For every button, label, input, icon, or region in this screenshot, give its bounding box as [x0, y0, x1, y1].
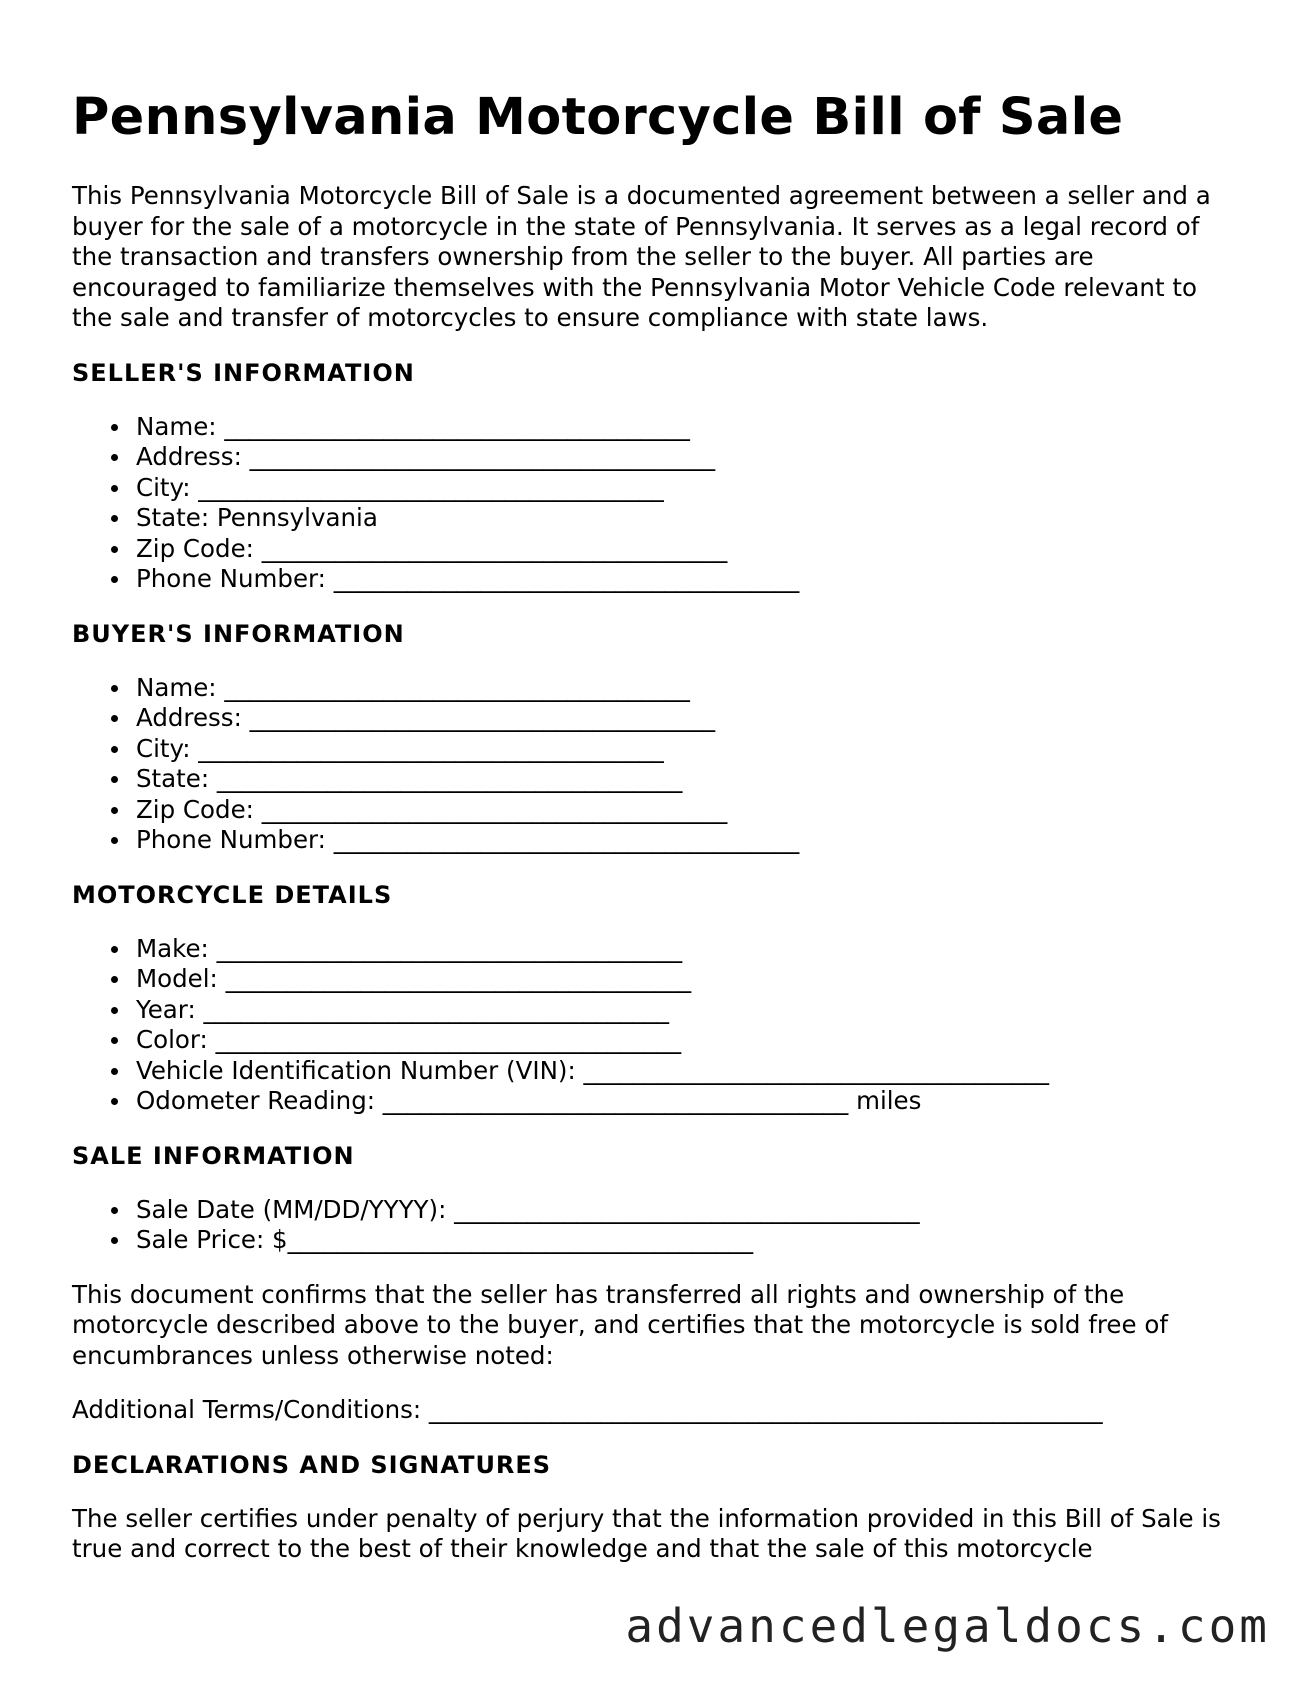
seller-phone-field: Phone Number: ______________________________________ — [72, 564, 1242, 595]
declarations-section-heading: DECLARATIONS AND SIGNATURES — [72, 1450, 552, 1479]
odometer-field: Odometer Reading: ______________________________________ miles — [72, 1086, 1242, 1117]
buyer-fields-list — [72, 673, 1242, 856]
year-field: Year: ______________________________________ — [72, 995, 1242, 1026]
sale-price-field: Sale Price: $______________________________________ — [72, 1225, 1242, 1256]
document-title: Pennsylvania Motorcycle Bill of Sale — [72, 88, 1124, 147]
buyer-zip-field: Zip Code: ______________________________________ — [72, 795, 1242, 826]
sale-fields-list — [72, 1195, 1242, 1256]
motorcycle-fields-list — [72, 934, 1242, 1117]
seller-name-field: Name: ______________________________________ — [72, 412, 1242, 443]
additional-terms-field: Additional Terms/Conditions: _______________________________________________________ — [72, 1395, 1103, 1424]
seller-city-field: City: ______________________________________ — [72, 473, 1242, 504]
buyer-state-field: State: ______________________________________ — [72, 764, 1242, 795]
confirmation-paragraph: This document confirms that the seller has transferred all rights and ownership of the motorcycle described above to the buyer, and certifies that the motorcycle is sold free of encumbrances unless otherwise noted: — [72, 1279, 1168, 1370]
buyer-section-heading: BUYER'S INFORMATION — [72, 619, 405, 648]
buyer-name-field: Name: ______________________________________ — [72, 673, 1242, 704]
vin-field: Vehicle Identification Number (VIN): ______________________________________ — [72, 1056, 1242, 1087]
sale-date-field: Sale Date (MM/DD/YYYY): ______________________________________ — [72, 1195, 1242, 1226]
motorcycle-section-heading: MOTORCYCLE DETAILS — [72, 880, 393, 909]
intro-paragraph: This Pennsylvania Motorcycle Bill of Sale is a documented agreement between a seller and a buyer for the sale of a motorcycle in the state of Pennsylvania. It serves as a legal record of the transaction and transfers ownership from the seller to the buyer. All parties are encouraged to familiarize themselves with the Pennsylvania Motor Vehicle Code relevant to the sale and transfer of motorcycles to ensure compliance with state laws. — [72, 181, 1211, 332]
seller-address-field: Address: ______________________________________ — [72, 442, 1242, 473]
seller-fields-list — [72, 412, 1242, 595]
seller-zip-field: Zip Code: ______________________________________ — [72, 534, 1242, 565]
buyer-address-field: Address: ______________________________________ — [72, 703, 1242, 734]
seller-state-field: State: Pennsylvania — [72, 503, 1242, 534]
color-field: Color: ______________________________________ — [72, 1025, 1242, 1056]
buyer-city-field: City: ______________________________________ — [72, 734, 1242, 765]
model-field: Model: ______________________________________ — [72, 964, 1242, 995]
seller-section-heading: SELLER'S INFORMATION — [72, 358, 415, 387]
buyer-phone-field: Phone Number: ______________________________________ — [72, 825, 1242, 856]
declarations-paragraph: The seller certifies under penalty of perjury that the information provided in this Bill of Sale is true and correct to the best of their knowledge and that the sale of this motorcycle — [72, 1503, 1221, 1563]
make-field: Make: ______________________________________ — [72, 934, 1242, 965]
document-page — [72, 88, 1242, 1565]
sale-section-heading: SALE INFORMATION — [72, 1141, 355, 1170]
watermark-text: advancedlegaldocs.com — [625, 1599, 1270, 1653]
